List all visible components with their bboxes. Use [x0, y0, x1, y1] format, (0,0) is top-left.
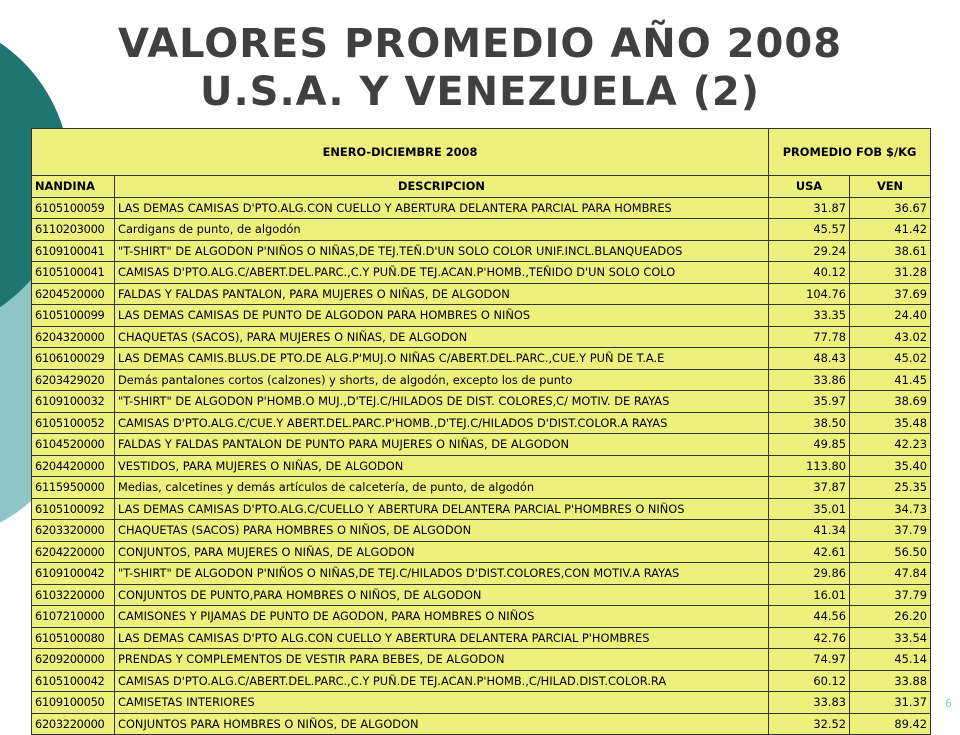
ven-price-cell: 41.45: [850, 369, 931, 391]
usa-price-cell: 41.34: [769, 520, 850, 542]
table-row: [32, 283, 931, 305]
usa-price-cell: 35.01: [769, 498, 850, 520]
description-cell: CAMISAS D'PTO.ALG.C/ABERT.DEL.PARC.,C.Y PUÑ.DE TEJ.ACAN.P'HOMB.,C/HILAD.DIST.COLOR.RA: [115, 670, 769, 692]
ven-price-cell: 47.84: [850, 563, 931, 585]
nandina-cell: 6103220000: [32, 584, 115, 606]
ven-price-cell: 45.14: [850, 649, 931, 671]
description-cell: CAMISAS D'PTO.ALG.C/ABERT.DEL.PARC.,C.Y PUÑ.DE TEJ.ACAN.P'HOMB.,TEÑIDO D'UN SOLO COLO: [115, 262, 769, 284]
description-cell: "T-SHIRT" DE ALGODON P'HOMB.O MUJ.,D'TEJ.C/HILADOS DE DIST. COLORES,C/ MOTIV. DE RAYAS: [115, 391, 769, 413]
nandina-cell: 6204320000: [32, 326, 115, 348]
ven-price-cell: 35.40: [850, 455, 931, 477]
ven-price-cell: 26.20: [850, 606, 931, 628]
table-row: [32, 455, 931, 477]
table-row: [32, 391, 931, 413]
ven-price-cell: 42.23: [850, 434, 931, 456]
table-row: [32, 477, 931, 499]
usa-price-cell: 45.57: [769, 219, 850, 241]
ven-price-cell: 38.61: [850, 240, 931, 262]
table-body: [32, 197, 931, 735]
usa-price-cell: 33.83: [769, 692, 850, 714]
nandina-cell: 6105100042: [32, 670, 115, 692]
description-cell: LAS DEMAS CAMIS.BLUS.DE PTO.DE ALG.P'MUJ.O NIÑAS C/ABERT.DEL.PARC.,CUE.Y PUÑ DE T.A.E: [115, 348, 769, 370]
nandina-cell: 6203220000: [32, 713, 115, 735]
ven-price-cell: 31.37: [850, 692, 931, 714]
description-cell: LAS DEMAS CAMISAS DE PUNTO DE ALGODON PARA HOMBRES O NIÑOS: [115, 305, 769, 327]
ven-price-cell: 31.28: [850, 262, 931, 284]
description-cell: VESTIDOS, PARA MUJERES O NIÑAS, DE ALGODON: [115, 455, 769, 477]
description-cell: CONJUNTOS PARA HOMBRES O NIÑOS, DE ALGODON: [115, 713, 769, 735]
description-cell: CAMISONES Y PIJAMAS DE PUNTO DE AGODON, PARA HOMBRES O NIÑOS: [115, 606, 769, 628]
table-row: [32, 412, 931, 434]
table-row: [32, 649, 931, 671]
table-row: [32, 262, 931, 284]
ven-price-cell: 25.35: [850, 477, 931, 499]
usa-price-cell: 29.86: [769, 563, 850, 585]
usa-price-cell: 77.78: [769, 326, 850, 348]
ven-price-cell: 37.79: [850, 584, 931, 606]
ven-price-cell: 45.02: [850, 348, 931, 370]
table-row: [32, 541, 931, 563]
page-number: 6: [945, 697, 952, 710]
usa-price-cell: 35.97: [769, 391, 850, 413]
ven-price-cell: 56.50: [850, 541, 931, 563]
usa-price-cell: 38.50: [769, 412, 850, 434]
table-row: [32, 240, 931, 262]
description-cell: FALDAS Y FALDAS PANTALON DE PUNTO PARA MUJERES O NIÑAS, DE ALGODON: [115, 434, 769, 456]
usa-price-cell: 60.12: [769, 670, 850, 692]
table-row: [32, 326, 931, 348]
column-header-ven: VEN: [850, 176, 931, 198]
ven-price-cell: 38.69: [850, 391, 931, 413]
usa-price-cell: 40.12: [769, 262, 850, 284]
ven-price-cell: 37.69: [850, 283, 931, 305]
nandina-cell: 6105100099: [32, 305, 115, 327]
usa-price-cell: 49.85: [769, 434, 850, 456]
table-row: [32, 219, 931, 241]
table-row: [32, 692, 931, 714]
description-cell: LAS DEMAS CAMISAS D'PTO ALG.CON CUELLO Y ABERTURA DELANTERA PARCIAL P'HOMBRES: [115, 627, 769, 649]
usa-price-cell: 74.97: [769, 649, 850, 671]
column-header-usa: USA: [769, 176, 850, 198]
usa-price-cell: 33.86: [769, 369, 850, 391]
usa-price-cell: 42.76: [769, 627, 850, 649]
usa-price-cell: 44.56: [769, 606, 850, 628]
table-row: [32, 627, 931, 649]
table-row: [32, 520, 931, 542]
table-row: [32, 434, 931, 456]
usa-price-cell: 33.35: [769, 305, 850, 327]
usa-price-cell: 31.87: [769, 197, 850, 219]
description-cell: CONJUNTOS, PARA MUJERES O NIÑAS, DE ALGODON: [115, 541, 769, 563]
nandina-cell: 6105100080: [32, 627, 115, 649]
price-table: [31, 128, 931, 735]
usa-price-cell: 32.52: [769, 713, 850, 735]
description-cell: Demás pantalones cortos (calzones) y shorts, de algodón, excepto los de punto: [115, 369, 769, 391]
usa-price-cell: 29.24: [769, 240, 850, 262]
slide-title-line1: VALORES PROMEDIO AÑO 2008: [117, 21, 843, 67]
nandina-cell: 6209200000: [32, 649, 115, 671]
nandina-cell: 6115950000: [32, 477, 115, 499]
description-cell: CHAQUETAS (SACOS) PARA HOMBRES O NIÑOS, DE ALGODON: [115, 520, 769, 542]
description-cell: "T-SHIRT" DE ALGODON P'NIÑOS O NIÑAS,DE TEJ.TEÑ.D'UN SOLO COLOR UNIF.INCL.BLANQUEADOS: [115, 240, 769, 262]
table-row: [32, 670, 931, 692]
nandina-cell: 6105100059: [32, 197, 115, 219]
ven-price-cell: 33.88: [850, 670, 931, 692]
ven-price-cell: 41.42: [850, 219, 931, 241]
column-header-nandina: NANDINA: [32, 176, 115, 198]
table-row: [32, 563, 931, 585]
ven-price-cell: 43.02: [850, 326, 931, 348]
usa-price-cell: 104.76: [769, 283, 850, 305]
nandina-cell: 6104520000: [32, 434, 115, 456]
nandina-cell: 6204220000: [32, 541, 115, 563]
nandina-cell: 6204520000: [32, 283, 115, 305]
nandina-cell: 6110203000: [32, 219, 115, 241]
avg-fob-header: PROMEDIO FOB $/KG: [769, 129, 931, 176]
usa-price-cell: 37.87: [769, 477, 850, 499]
slide-title-line2: U.S.A. Y VENEZUELA (2): [199, 69, 761, 115]
description-cell: LAS DEMAS CAMISAS D'PTO.ALG.CON CUELLO Y ABERTURA DELANTERA PARCIAL PARA HOMBRES: [115, 197, 769, 219]
table-row: [32, 713, 931, 735]
description-cell: FALDAS Y FALDAS PANTALON, PARA MUJERES O NIÑAS, DE ALGODON: [115, 283, 769, 305]
nandina-cell: 6107210000: [32, 606, 115, 628]
slide-title: [0, 20, 960, 116]
description-cell: CHAQUETAS (SACOS), PARA MUJERES O NIÑAS, DE ALGODON: [115, 326, 769, 348]
ven-price-cell: 89.42: [850, 713, 931, 735]
table-row: [32, 606, 931, 628]
ven-price-cell: 34.73: [850, 498, 931, 520]
ven-price-cell: 24.40: [850, 305, 931, 327]
nandina-cell: 6106100029: [32, 348, 115, 370]
nandina-cell: 6105100092: [32, 498, 115, 520]
usa-price-cell: 113.80: [769, 455, 850, 477]
nandina-cell: 6203320000: [32, 520, 115, 542]
period-header: ENERO-DICIEMBRE 2008: [32, 129, 769, 176]
nandina-cell: 6105100041: [32, 262, 115, 284]
usa-price-cell: 16.01: [769, 584, 850, 606]
table-row: [32, 369, 931, 391]
description-cell: CAMISETAS INTERIORES: [115, 692, 769, 714]
table-row: [32, 197, 931, 219]
column-header-descripcion: DESCRIPCION: [115, 176, 769, 198]
nandina-cell: 6109100050: [32, 692, 115, 714]
nandina-cell: 6109100041: [32, 240, 115, 262]
nandina-cell: 6204420000: [32, 455, 115, 477]
description-cell: PRENDAS Y COMPLEMENTOS DE VESTIR PARA BEBES, DE ALGODON: [115, 649, 769, 671]
ven-price-cell: 35.48: [850, 412, 931, 434]
description-cell: Cardigans de punto, de algodón: [115, 219, 769, 241]
table-row: [32, 305, 931, 327]
nandina-cell: 6109100032: [32, 391, 115, 413]
ven-price-cell: 36.67: [850, 197, 931, 219]
usa-price-cell: 48.43: [769, 348, 850, 370]
description-cell: CAMISAS D'PTO.ALG.C/CUE.Y ABERT.DEL.PARC.P'HOMB.,D'TEJ.C/HILADOS D'DIST.COLOR.A RAYAS: [115, 412, 769, 434]
table-row: [32, 498, 931, 520]
nandina-cell: 6203429020: [32, 369, 115, 391]
description-cell: CONJUNTOS DE PUNTO,PARA HOMBRES O NIÑOS, DE ALGODON: [115, 584, 769, 606]
table-row: [32, 348, 931, 370]
description-cell: LAS DEMAS CAMISAS D'PTO.ALG.C/CUELLO Y ABERTURA DELANTERA PARCIAL P'HOMBRES O NIÑOS: [115, 498, 769, 520]
ven-price-cell: 37.79: [850, 520, 931, 542]
nandina-cell: 6109100042: [32, 563, 115, 585]
usa-price-cell: 42.61: [769, 541, 850, 563]
table-row: [32, 584, 931, 606]
ven-price-cell: 33.54: [850, 627, 931, 649]
nandina-cell: 6105100052: [32, 412, 115, 434]
description-cell: Medias, calcetines y demás artículos de calcetería, de punto, de algodón: [115, 477, 769, 499]
description-cell: "T-SHIRT" DE ALGODON P'NIÑOS O NIÑAS,DE TEJ.C/HILADOS D'DIST.COLORES,CON MOTIV.A RAYAS: [115, 563, 769, 585]
